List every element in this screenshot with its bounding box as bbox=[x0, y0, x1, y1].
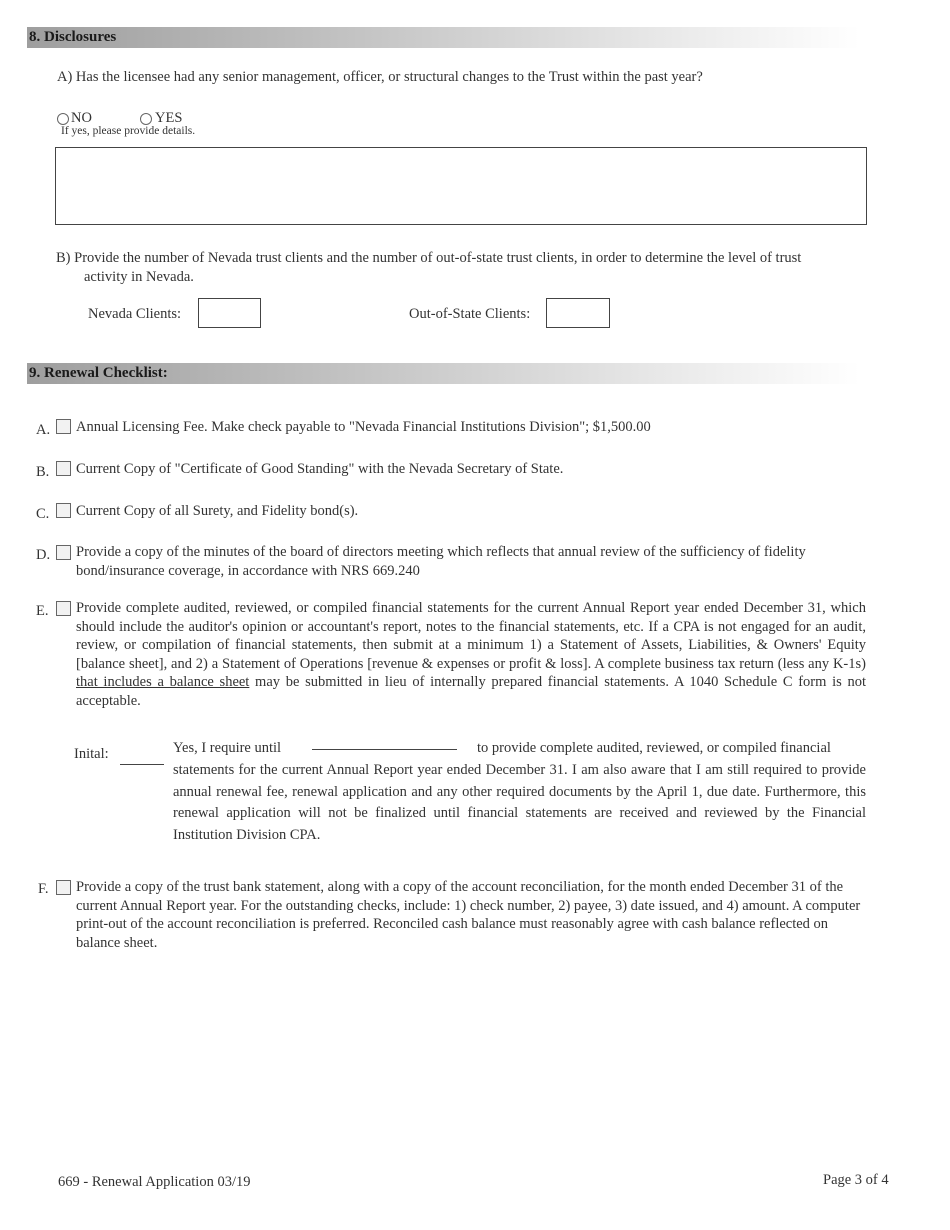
question-b-line1: B) Provide the number of Nevada trust clients and the number of out-of-state trust clients, in order to determine the level of trust bbox=[56, 250, 802, 266]
item-b-text: Current Copy of "Certificate of Good Standing" with the Nevada Secretary of State. bbox=[76, 461, 564, 477]
section-9-title: 9. Renewal Checklist: bbox=[29, 365, 168, 381]
item-e-text bbox=[76, 599, 866, 710]
item-e-text-part1: Provide complete audited, reviewed, or compiled financial statements for the current Annual Report year ended December 31, which should include the auditor's opinion or accountant's report, notes to the financial statements, etc. If a CPA is not engaged for an audit, review, or compilation of financial statements, then submit at a minimum 1) a Statement of Assets, Liabilities, & Owners' Equity [balance sheet], and 2) a Statement of Operations [revenue & expenses or profit & loss]. A complete business tax return (less any K-1s) bbox=[76, 600, 866, 672]
section-8-title: 8. Disclosures bbox=[29, 29, 117, 45]
extension-until-line[interactable] bbox=[312, 749, 457, 750]
extension-first-line-rest: to provide complete audited, reviewed, or compiled financial bbox=[477, 740, 831, 756]
item-e-checkbox[interactable] bbox=[56, 601, 71, 616]
item-e-text-part2: may be submitted in lieu of internally prepared financial statements. A 1040 Schedule C form is not acceptable. bbox=[76, 674, 866, 709]
initial-line[interactable] bbox=[120, 764, 164, 765]
nevada-clients-input[interactable] bbox=[198, 298, 261, 328]
item-a-text: Annual Licensing Fee. Make check payable to "Nevada Financial Institutions Division"; $1,500.00 bbox=[76, 419, 651, 435]
details-textarea[interactable] bbox=[55, 147, 867, 225]
item-f-letter: F. bbox=[38, 881, 49, 897]
item-c-letter: C. bbox=[36, 506, 50, 522]
item-b-letter: B. bbox=[36, 464, 50, 480]
item-b-checkbox[interactable] bbox=[56, 461, 71, 476]
item-d-text: Provide a copy of the minutes of the board of directors meeting which reflects that annual review of the sufficiency of fidelity bond/insurance coverage, in accordance with NRS 669.240 bbox=[76, 544, 806, 579]
out-of-state-clients-input[interactable] bbox=[546, 298, 610, 328]
footer-form-id: 669 - Renewal Application 03/19 bbox=[58, 1174, 251, 1190]
details-hint: If yes, please provide details. bbox=[61, 125, 196, 137]
item-c-text: Current Copy of all Surety, and Fidelity bond(s). bbox=[76, 503, 359, 519]
item-a-checkbox[interactable] bbox=[56, 419, 71, 434]
section-8-header bbox=[27, 27, 860, 48]
item-f-text: Provide a copy of the trust bank statement, along with a copy of the account reconciliation, for the month ended December 31 of the current Annual Report year. For the outstanding checks, include: 1) check number, 2) payee, 3) date issued, and 4) amount. A computer print-out of the account reconciliation is preferred. Reconciled cash balance must reasonably agree with cash balance reflected on balance sheet. bbox=[76, 879, 861, 951]
item-d-checkbox[interactable] bbox=[56, 545, 71, 560]
item-e-underlined-text: that includes a balance sheet bbox=[76, 674, 250, 690]
out-of-state-clients-label: Out-of-State Clients: bbox=[409, 306, 531, 322]
yes-label: YES bbox=[155, 110, 183, 126]
nevada-clients-label: Nevada Clients: bbox=[88, 306, 182, 322]
footer-page-number: Page 3 of 4 bbox=[823, 1172, 889, 1188]
item-f-checkbox[interactable] bbox=[56, 880, 71, 895]
item-c-checkbox[interactable] bbox=[56, 503, 71, 518]
item-a-letter: A. bbox=[36, 422, 51, 438]
item-d-letter: D. bbox=[36, 547, 51, 563]
extension-lead: Yes, I require until bbox=[173, 740, 282, 756]
question-a: A) Has the licensee had any senior management, officer, or structural changes to the Trust within the past year? bbox=[57, 69, 703, 85]
no-label: NO bbox=[71, 110, 92, 126]
question-b-line2: activity in Nevada. bbox=[84, 269, 194, 285]
section-9-header bbox=[27, 363, 860, 384]
item-e-letter: E. bbox=[36, 603, 49, 619]
initial-label: Inital: bbox=[74, 746, 109, 762]
extension-body: statements for the current Annual Report year ended December 31. I am also aware that I am still required to provide annual renewal fee, renewal application and any other required documents by the April 1, due date. Furthermore, this renewal application will not be finalized until financial statements are received and reviewed by the Financial Institution Division CPA. bbox=[173, 762, 866, 843]
